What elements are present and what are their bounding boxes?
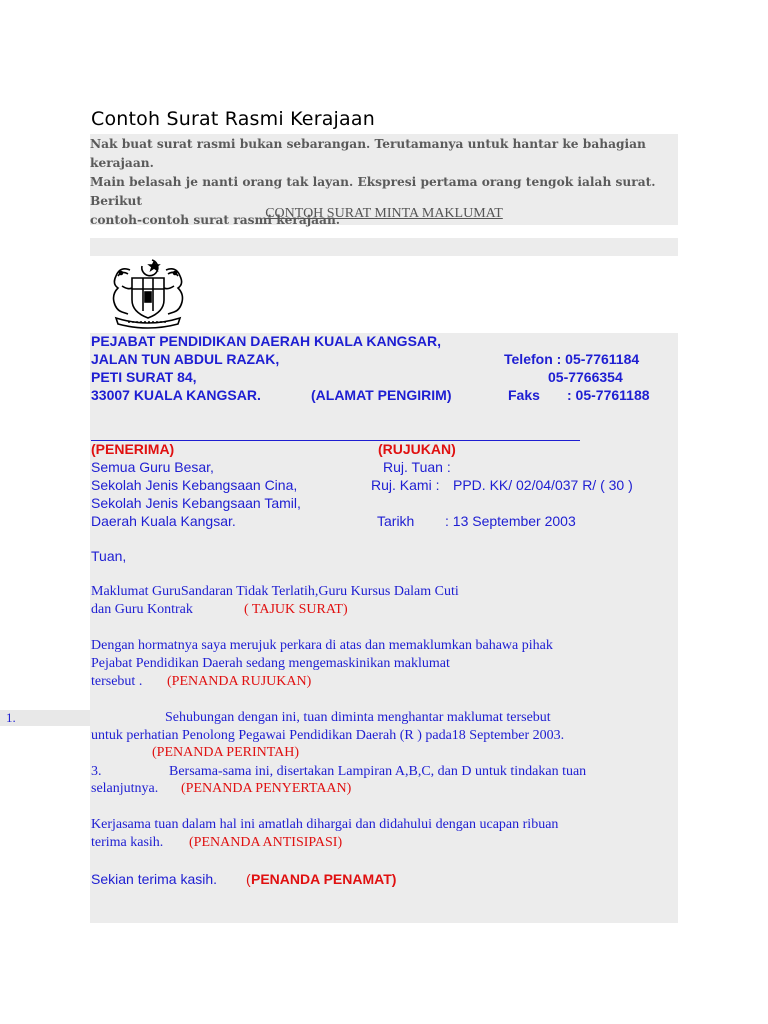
intro-line: Main belasah je nanti orang tak layan. Ekspresi pertama orang tengok ialah surat. Berikut xyxy=(90,175,656,208)
subject-line: Maklumat GuruSandaran Tidak Terlatih,Guru Kursus Dalam Cuti xyxy=(91,584,459,599)
malaysia-coat-of-arms-icon xyxy=(104,256,192,330)
intro-line: contoh-contoh surat rasmi kerajaan. xyxy=(90,213,341,227)
ruj-kami-value: PPD. KK/ 02/04/037 R/ ( 30 ) xyxy=(453,477,633,493)
ruj-tuan: Ruj. Tuan : xyxy=(383,459,451,475)
tarikh-label: Tarikh xyxy=(377,513,415,529)
reference-tag: (RUJUKAN) xyxy=(378,441,456,457)
list-number-box xyxy=(0,710,90,726)
recipient-line: Semua Guru Besar, xyxy=(91,459,214,475)
para3-tag: (PENANDA PENYERTAAN) xyxy=(181,781,352,796)
section-heading: CONTOH SURAT MINTA MAKLUMAT xyxy=(265,206,503,221)
para-line: Sehubungan dengan ini, tuan diminta menghantar maklumat tersebut xyxy=(165,710,551,725)
recipient-line: Sekolah Jenis Kebangsaan Tamil, xyxy=(91,495,301,511)
para-line: Kerjasama tuan dalam hal ini amatlah dihargai dan didahului dengan ucapan ribuan xyxy=(91,817,559,832)
closing-text: Sekian terima kasih. xyxy=(91,871,218,887)
para-line: untuk perhatian Penolong Pegawai Pendidikan Daerah (R ) pada18 September 2003. xyxy=(91,728,565,743)
para-line: tersebut . xyxy=(91,674,143,689)
para-line: terima kasih. xyxy=(91,835,164,850)
tarikh-value: : 13 September 2003 xyxy=(445,513,576,529)
faks-value: : 05-7761188 xyxy=(567,387,650,403)
recipient-tag: (PENERIMA) xyxy=(91,441,175,457)
list-number: 3. xyxy=(91,764,102,779)
subject-line: dan Guru Kontrak xyxy=(91,602,193,617)
ruj-kami-label: Ruj. Kami : xyxy=(371,477,440,493)
para4-tag: (PENANDA ANTISIPASI) xyxy=(189,835,343,850)
list-number: 1. xyxy=(6,710,16,725)
sender-line: 33007 KUALA KANGSAR. xyxy=(91,387,261,403)
sender-line: JALAN TUN ABDUL RAZAK, xyxy=(91,351,280,367)
para2-tag: (PENANDA PERINTAH) xyxy=(152,745,300,760)
telefon: Telefon : 05-7761184 xyxy=(504,351,640,367)
letter-box xyxy=(90,333,678,923)
para-line: selanjutnya. xyxy=(91,781,159,796)
subject-tag: ( TAJUK SURAT) xyxy=(244,602,348,617)
sender-line: PETI SURAT 84, xyxy=(91,369,197,385)
para1-tag: (PENANDA RUJUKAN) xyxy=(167,674,312,689)
closing-tag-open: ( xyxy=(246,871,251,887)
salutation: Tuan, xyxy=(91,548,127,564)
gray-strip xyxy=(90,238,678,256)
sender-tag: (ALAMAT PENGIRIM) xyxy=(311,387,452,403)
intro-line: Nak buat surat rasmi bukan sebarangan. Terutamanya untuk hantar ke bahagian kerajaan. xyxy=(90,137,646,170)
para-line: Dengan hormatnya saya merujuk perkara di atas dan memaklumkan bahawa pihak xyxy=(91,638,553,653)
faks-label: Faks xyxy=(508,387,540,403)
para-line: Pejabat Pendidikan Daerah sedang mengemaskinikan maklumat xyxy=(91,656,450,671)
recipient-line: Sekolah Jenis Kebangsaan Cina, xyxy=(91,477,298,493)
telefon-2: 05-7766354 xyxy=(548,369,623,385)
closing-tag: PENANDA PENAMAT) xyxy=(251,871,397,887)
page-title: Contoh Surat Rasmi Kerajaan xyxy=(91,108,375,130)
recipient-line: Daerah Kuala Kangsar. xyxy=(91,513,236,529)
sender-line: PEJABAT PENDIDIKAN DAERAH KUALA KANGSAR, xyxy=(91,333,442,349)
para-line: Bersama-sama ini, disertakan Lampiran A,B,C, dan D untuk tindakan tuan xyxy=(169,764,587,779)
